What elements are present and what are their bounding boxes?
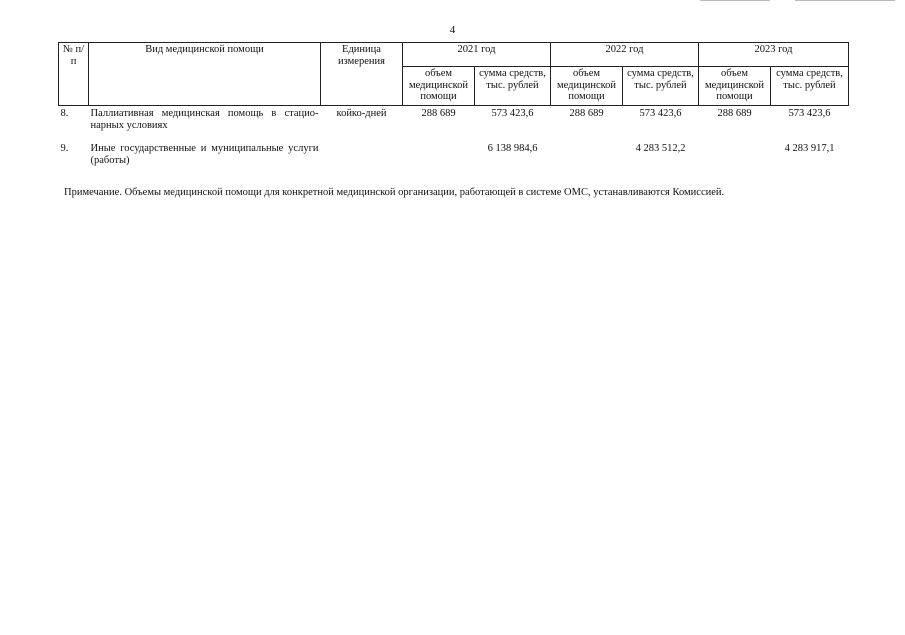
row-sum-2022: 573 423,6 <box>639 108 682 119</box>
header-volume-2022: объем медицинской помощи <box>551 67 623 106</box>
header-sum-2021: сумма средств, тыс. рублей <box>475 67 551 106</box>
row-sum-2021: 6 138 984,6 <box>487 143 538 154</box>
row-unit <box>321 143 403 166</box>
header-year-2022: 2022 год <box>551 43 699 67</box>
header-volume-2021: объем медицинской помощи <box>403 67 475 106</box>
row-num: 9. <box>60 143 69 154</box>
table-row <box>59 143 849 166</box>
footnote: Примечание. Объемы медицинской помощи для конкретной медицинской организации, работающей в системе ОМС, устанавливаются Комиссией. <box>64 187 725 198</box>
table-row <box>59 106 849 144</box>
header-volume-2023: объем медицинской помощи <box>699 67 771 106</box>
row-volume-2023 <box>699 143 771 166</box>
header-kind: Вид медицинской помощи <box>89 43 321 106</box>
row-volume-2021 <box>403 143 475 166</box>
medical-care-table <box>58 42 849 166</box>
header-unit: Единица измерения <box>321 43 403 106</box>
row-sum-2022: 4 283 512,2 <box>635 143 686 154</box>
header-year-2021: 2021 год <box>403 43 551 67</box>
header-num: № п/п <box>59 43 89 106</box>
header-sum-2023: сумма средств, тыс. рублей <box>771 67 849 106</box>
row-sum-2023: 573 423,6 <box>788 108 831 119</box>
row-unit: койко-дней <box>336 108 387 119</box>
row-sum-2021: 573 423,6 <box>491 108 534 119</box>
header-year-2023: 2023 год <box>699 43 849 67</box>
row-volume-2022: 288 689 <box>569 108 604 119</box>
row-name: Паллиативная медицинская помощь в стацио-нарных условиях <box>90 108 319 131</box>
header-sum-2022: сумма средств, тыс. рублей <box>623 67 699 106</box>
row-volume-2023: 288 689 <box>717 108 752 119</box>
row-num: 8. <box>60 108 69 119</box>
row-name: Иные государственные и муниципальные услуги (работы) <box>90 143 319 166</box>
row-volume-2021: 288 689 <box>421 108 456 119</box>
row-volume-2022 <box>551 143 623 166</box>
row-sum-2023: 4 283 917,1 <box>784 143 835 154</box>
page-number: 4 <box>449 24 456 36</box>
